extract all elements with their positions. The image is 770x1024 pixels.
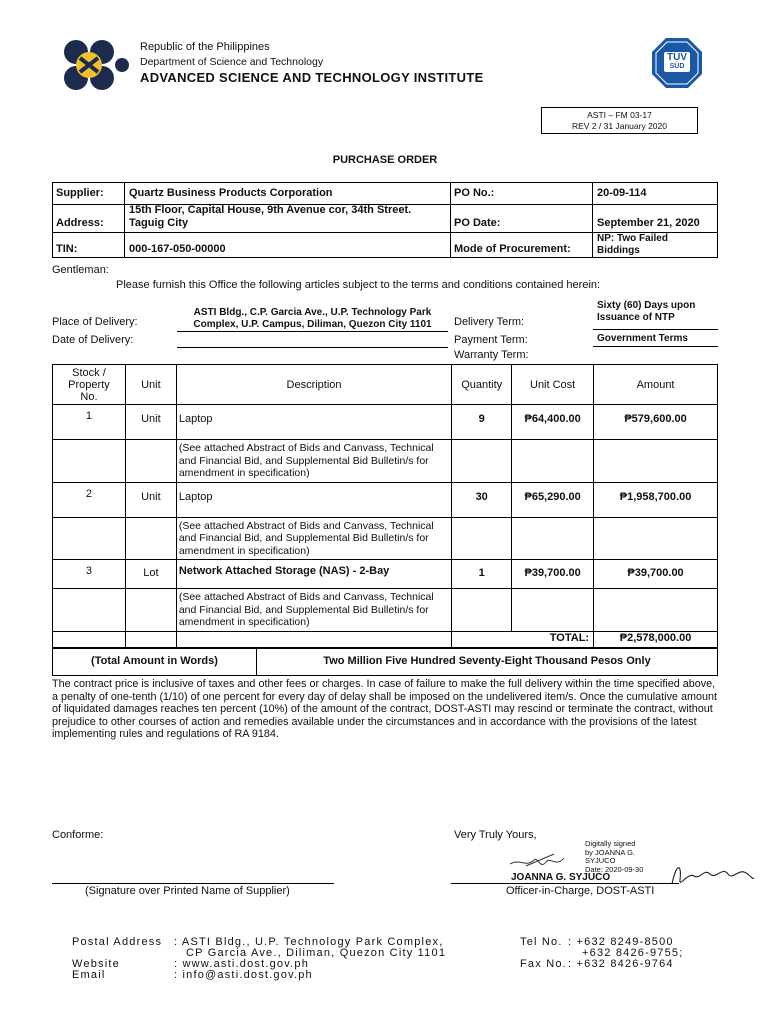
tel-label: Tel No.	[520, 936, 563, 948]
digital-signature-note	[585, 840, 643, 874]
delivery-term-line2: Issuance of NTP	[597, 312, 675, 323]
item-quantity: 30	[452, 482, 512, 517]
col-unit-cost: Unit Cost	[512, 365, 594, 405]
tin-label: TIN:	[56, 243, 78, 255]
very-truly-yours: Very Truly Yours,	[454, 829, 537, 841]
divider	[450, 182, 451, 258]
signer-title: Officer-in-Charge, DOST-ASTI	[506, 885, 655, 897]
table-row-note	[53, 517, 718, 560]
tel-line2: +632 8426-9755;	[582, 947, 684, 959]
item-description: Network Attached Storage (NAS) - 2-Bay	[176, 560, 451, 589]
signature-scribble	[506, 846, 574, 874]
total-value: ₱2,578,000.00	[594, 631, 718, 648]
col-description: Description	[176, 365, 451, 405]
delivery-term-line1: Sixty (60) Days upon	[597, 300, 696, 311]
supplier-signature-label: (Signature over Printed Name of Supplier)	[85, 885, 290, 897]
underline	[177, 331, 448, 332]
item-unit-cost: ₱65,290.00	[512, 482, 594, 517]
address-line1: 15th Floor, Capital House, 9th Avenue cor, 34th Street.	[129, 204, 412, 216]
website-label: Website	[72, 958, 120, 970]
table-row	[53, 482, 718, 517]
item-note: (See attached Abstract of Bids and Canvass, Technical and Financial Bid, and Supplemental Bid Bulletin/s for amendment in specification)	[176, 440, 451, 483]
item-note: (See attached Abstract of Bids and Canvass, Technical and Financial Bid, and Supplemental Bid Bulletin/s for amendment in specification)	[176, 589, 451, 632]
date-of-delivery-label: Date of Delivery:	[52, 334, 134, 346]
item-unit: Unit	[125, 482, 176, 517]
table-row-note	[53, 440, 718, 483]
signer-name: JOANNA G. SYJUCO	[511, 872, 611, 883]
amount-in-words-box	[52, 647, 718, 676]
supplier-label: Supplier:	[56, 187, 104, 199]
po-date-label: PO Date:	[454, 217, 501, 229]
item-unit: Lot	[125, 560, 176, 589]
col-amount: Amount	[594, 365, 718, 405]
tuv-text: TÜV	[667, 52, 687, 63]
tel-line1: : +632 8249-8500	[568, 936, 674, 948]
place-of-delivery-value	[177, 307, 448, 331]
col-quantity: Quantity	[452, 365, 512, 405]
item-note: (See attached Abstract of Bids and Canvass, Technical and Financial Bid, and Supplemental Bid Bulletin/s for amendment in specification)	[176, 517, 451, 560]
payment-term-label: Payment Term:	[454, 334, 528, 346]
digital-line2: by JOANNA G.	[585, 847, 636, 857]
asti-logo	[62, 38, 134, 92]
mode-value	[597, 233, 668, 257]
digital-line3: SYJUCO	[585, 856, 616, 865]
col-stock: Stock / Property No.	[53, 365, 126, 405]
terms-paragraph: The contract price is inclusive of taxes and other fees or charges. In case of failure to make the full delivery within the time specified above, a penalty of one-tenth (1/10) of one percent for every day of delay shall be imposed on the undelivered item/s. Once the cumulative amount of liquidated damages reaches ten percent (10%) of the amount of the contract, DOST-ASTI may rescind or terminate the contract, without prejudice to other courses of action and remedies available under the circumstances and in accordance with the provisions of the latest implementing rules and regulations of RA 9184.	[52, 678, 717, 741]
item-no: 2	[53, 482, 126, 517]
greeting: Gentleman:	[52, 264, 109, 276]
item-description: Laptop	[176, 405, 451, 440]
underline	[593, 329, 718, 330]
email-value: : info@asti.dost.gov.ph	[174, 969, 313, 981]
header-republic: Republic of the Philippines	[140, 41, 270, 53]
item-unit-cost: ₱64,400.00	[512, 405, 594, 440]
underline	[177, 347, 448, 348]
place-line1: ASTI Bldg., C.P. Garcia Ave., U.P. Technology Park	[193, 307, 432, 318]
tin-value: 000-167-050-00000	[129, 243, 226, 255]
amount-in-words-label: (Total Amount in Words)	[53, 648, 257, 675]
email-label: Email	[72, 969, 106, 981]
item-no: 3	[53, 560, 126, 589]
table-header-row	[53, 365, 718, 405]
header-department: Department of Science and Technology	[140, 56, 324, 68]
delivery-term-value	[597, 300, 695, 324]
instruction: Please furnish this Office the following articles subject to the terms and conditions contained herein:	[116, 279, 601, 291]
item-unit: Unit	[125, 405, 176, 440]
po-no-label: PO No.:	[454, 187, 495, 199]
officer-signature-line	[451, 883, 679, 884]
supplier-signature-line	[52, 883, 334, 884]
item-amount: ₱1,958,700.00	[594, 482, 718, 517]
fax-value: : +632 8426-9764	[568, 958, 674, 970]
mode-label: Mode of Procurement:	[454, 243, 571, 255]
underline	[593, 346, 718, 347]
item-quantity: 1	[452, 560, 512, 589]
place-label: Place of Delivery:	[52, 316, 138, 328]
divider	[592, 182, 593, 258]
postal-address-label: Postal Address	[72, 936, 163, 948]
form-revision: REV 2 / 31 January 2020	[572, 121, 667, 131]
total-label: TOTAL:	[452, 631, 594, 648]
digital-line1: Digitally signed	[585, 839, 636, 848]
warranty-term-label: Warranty Term:	[454, 349, 529, 361]
total-row	[53, 631, 718, 648]
document-title: PURCHASE ORDER	[332, 154, 438, 166]
mode-line1: NP: Two Failed	[597, 233, 668, 244]
amount-in-words-value: Two Million Five Hundred Seventy-Eight Thousand Pesos Only	[323, 655, 651, 667]
divider	[124, 182, 125, 258]
item-amount: ₱579,600.00	[594, 405, 718, 440]
delivery-term-label: Delivery Term:	[454, 316, 525, 328]
form-code: ASTI – FM 03-17	[587, 110, 652, 120]
supplier-value: Quartz Business Products Corporation	[129, 187, 333, 199]
conforme-label: Conforme:	[52, 829, 104, 841]
form-code-box	[541, 107, 698, 134]
payment-term-value: Government Terms	[597, 333, 688, 344]
table-row-note	[53, 589, 718, 632]
website-value: : www.asti.dost.gov.ph	[174, 958, 310, 970]
postal-address-line1: : ASTI Bldg., U.P. Technology Park Complex,	[174, 936, 444, 948]
item-quantity: 9	[452, 405, 512, 440]
items-table	[52, 364, 718, 649]
tuv-certification-badge	[651, 37, 703, 89]
address-label: Address:	[56, 217, 104, 229]
table-row	[53, 560, 718, 589]
address-line2: Taguig City	[129, 217, 189, 229]
header-institute: ADVANCED SCIENCE AND TECHNOLOGY INSTITUTE	[140, 70, 484, 85]
item-amount: ₱39,700.00	[594, 560, 718, 589]
fax-label: Fax No.	[520, 958, 567, 970]
postal-address-line2: CP Garcia Ave., Diliman, Quezon City 1101	[186, 947, 447, 959]
place-line2: Complex, U.P. Campus, Diliman, Quezon City 1101	[193, 319, 432, 330]
item-no: 1	[53, 405, 126, 440]
mode-line2: Biddings	[597, 245, 640, 256]
table-row	[53, 405, 718, 440]
digital-signature-mark	[666, 858, 758, 892]
item-description: Laptop	[176, 482, 451, 517]
col-unit: Unit	[125, 365, 176, 405]
item-unit-cost: ₱39,700.00	[512, 560, 594, 589]
po-date-value: September 21, 2020	[597, 217, 700, 229]
digital-line4: Date: 2020-09-30	[585, 864, 644, 874]
sud-text: SÜD	[669, 63, 685, 70]
po-no-value: 20-09-114	[597, 187, 647, 199]
